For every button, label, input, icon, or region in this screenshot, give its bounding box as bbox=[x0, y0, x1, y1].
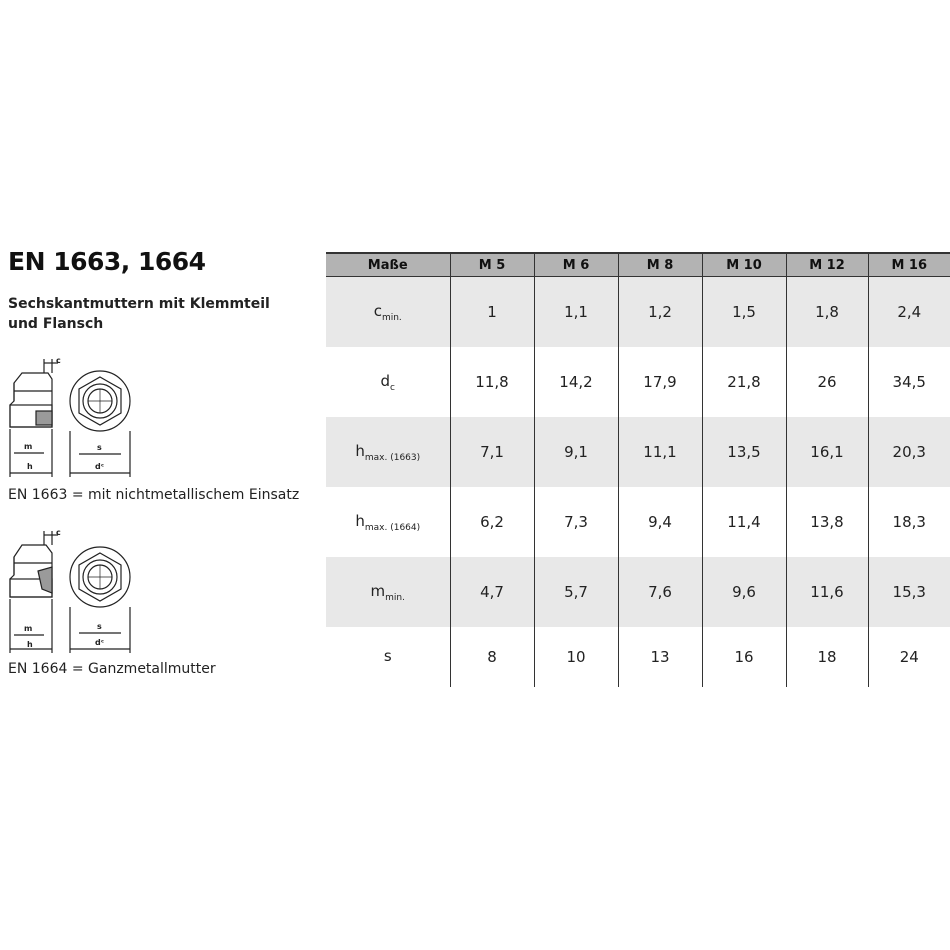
dimensions-table bbox=[326, 252, 950, 687]
table-cell: 34,5 bbox=[868, 347, 950, 417]
table-cell: 13 bbox=[618, 627, 702, 687]
table-cell: 21,8 bbox=[702, 347, 786, 417]
row-subscript: min. bbox=[381, 312, 402, 323]
dim-m-label: m bbox=[24, 442, 33, 451]
table-cell: 18 bbox=[786, 627, 868, 687]
table-cell: 24 bbox=[868, 627, 950, 687]
table-cell: 9,4 bbox=[618, 487, 702, 557]
column-header-size: M 8 bbox=[618, 253, 702, 277]
column-header-size: M 12 bbox=[786, 253, 868, 277]
table-cell: 6,2 bbox=[450, 487, 534, 557]
table-cell: 10 bbox=[534, 627, 618, 687]
table-cell: 1,8 bbox=[786, 277, 868, 348]
table-cell: 1,5 bbox=[702, 277, 786, 348]
table-cell: 9,1 bbox=[534, 417, 618, 487]
row-subscript: c bbox=[390, 382, 395, 393]
row-label bbox=[326, 627, 450, 687]
table-cell: 11,8 bbox=[450, 347, 534, 417]
row-symbol: m bbox=[370, 581, 386, 600]
table-cell: 20,3 bbox=[868, 417, 950, 487]
dim-m-label: m bbox=[24, 624, 33, 633]
en1664-caption: EN 1664 = Ganzmetallmutter bbox=[8, 661, 216, 677]
page-subtitle bbox=[8, 294, 308, 334]
row-label bbox=[326, 347, 450, 417]
table-cell: 7,1 bbox=[450, 417, 534, 487]
dim-c-label: c bbox=[56, 356, 61, 365]
table-cell: 5,7 bbox=[534, 557, 618, 627]
row-label bbox=[326, 417, 450, 487]
dim-h-label: h bbox=[27, 462, 33, 471]
row-label bbox=[326, 557, 450, 627]
table-cell: 7,6 bbox=[618, 557, 702, 627]
table-cell: 7,3 bbox=[534, 487, 618, 557]
table-cell: 2,4 bbox=[868, 277, 950, 348]
dim-c-label: c bbox=[56, 528, 61, 537]
dim-dc-label: dᶜ bbox=[95, 638, 105, 647]
en1663-caption: EN 1663 = mit nichtmetallischem Einsatz bbox=[8, 487, 300, 503]
table-cell: 11,1 bbox=[618, 417, 702, 487]
table-cell: 11,6 bbox=[786, 557, 868, 627]
row-label bbox=[326, 487, 450, 557]
en1664-nut-drawing bbox=[8, 527, 138, 657]
table-cell: 1,2 bbox=[618, 277, 702, 348]
table-cell: 13,5 bbox=[702, 417, 786, 487]
row-subscript: max. (1664) bbox=[364, 522, 421, 533]
row-symbol: h bbox=[355, 441, 365, 460]
column-header-size: M 5 bbox=[450, 253, 534, 277]
table-cell: 13,8 bbox=[786, 487, 868, 557]
row-symbol: d bbox=[380, 371, 391, 390]
table-row bbox=[326, 347, 950, 417]
subtitle-line: Sechskantmuttern mit Klemmteil bbox=[8, 296, 270, 312]
page-title: EN 1663, 1664 bbox=[8, 247, 206, 276]
column-header-size: M 6 bbox=[534, 253, 618, 277]
row-symbol: c bbox=[373, 301, 382, 320]
table-cell: 16,1 bbox=[786, 417, 868, 487]
table-row bbox=[326, 277, 950, 348]
row-symbol: s bbox=[383, 646, 392, 665]
row-subscript: max. (1663) bbox=[364, 452, 421, 463]
dim-s-label: s bbox=[97, 622, 102, 631]
dim-h-label: h bbox=[27, 640, 33, 649]
en1663-nut-drawing bbox=[8, 355, 138, 485]
dim-s-label: s bbox=[97, 443, 102, 452]
row-subscript: min. bbox=[385, 592, 405, 603]
column-header-size: M 16 bbox=[868, 253, 950, 277]
table-cell: 14,2 bbox=[534, 347, 618, 417]
table-cell: 15,3 bbox=[868, 557, 950, 627]
table-cell: 1,1 bbox=[534, 277, 618, 348]
column-header-size: M 10 bbox=[702, 253, 786, 277]
table-cell: 1 bbox=[450, 277, 534, 348]
table-cell: 26 bbox=[786, 347, 868, 417]
table-row bbox=[326, 417, 950, 487]
table-row bbox=[326, 627, 950, 687]
table-cell: 18,3 bbox=[868, 487, 950, 557]
table-cell: 11,4 bbox=[702, 487, 786, 557]
table-cell: 9,6 bbox=[702, 557, 786, 627]
dim-dc-label: dᶜ bbox=[95, 462, 105, 471]
subtitle-line: und Flansch bbox=[8, 316, 104, 332]
table-row bbox=[326, 487, 950, 557]
table-header-row bbox=[326, 253, 950, 277]
table-cell: 8 bbox=[450, 627, 534, 687]
table-row bbox=[326, 557, 950, 627]
table-cell: 16 bbox=[702, 627, 786, 687]
table-cell: 4,7 bbox=[450, 557, 534, 627]
row-label bbox=[326, 277, 450, 348]
row-symbol: h bbox=[355, 511, 365, 530]
table-cell: 17,9 bbox=[618, 347, 702, 417]
column-header-masse: Maße bbox=[326, 253, 450, 277]
